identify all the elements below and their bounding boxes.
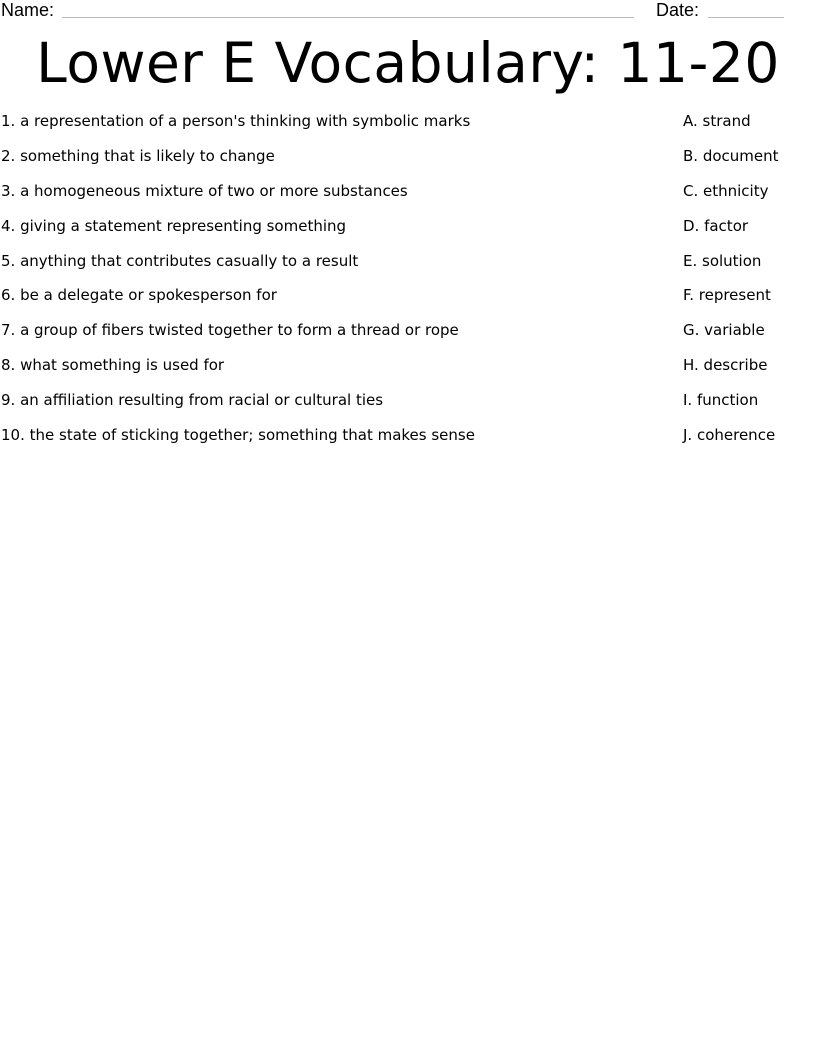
list-item: [0, 112, 800, 147]
list-item: [0, 391, 800, 426]
definition-text: 1. a representation of a person's thinking with symbolic marks: [1, 112, 471, 130]
answer-option: H. describe: [683, 356, 768, 375]
answer-option: C. ethnicity: [683, 181, 769, 200]
definition-text: 5. anything that contributes casually to a result: [1, 251, 359, 270]
list-item: [0, 426, 800, 461]
answer-option: E. solution: [683, 251, 762, 270]
definition-text: 3. a homogeneous mixture of two or more substances: [1, 181, 408, 200]
answer-option: G. variable: [683, 321, 765, 340]
date-label: Date:: [656, 0, 700, 20]
definition-text: 2. something that is likely to change: [1, 146, 275, 165]
header: [0, 0, 790, 22]
answer-option: J. coherence: [683, 426, 776, 445]
definition-text: 7. a group of fibers twisted together to form a thread or rope: [1, 321, 459, 340]
answer-option: D. factor: [683, 216, 749, 235]
list-item: [0, 182, 800, 217]
name-field-line[interactable]: [62, 17, 634, 18]
definition-text: 9. an affiliation resulting from racial or cultural ties: [1, 391, 384, 410]
definition-text: 8. what something is used for: [1, 356, 225, 375]
answer-option: B. document: [683, 146, 779, 165]
answer-option: F. represent: [683, 286, 771, 305]
list-item: [0, 286, 800, 321]
definition-text: 4. giving a statement representing something: [1, 216, 347, 235]
list-item: [0, 147, 800, 182]
list-item: [0, 217, 800, 252]
worksheet-title: Lower E Vocabulary: 11-20: [36, 31, 780, 95]
list-item: [0, 252, 800, 287]
name-label: Name:: [1, 0, 55, 20]
definition-text: 10. the state of sticking together; something that makes sense: [1, 426, 475, 445]
answer-option: A. strand: [683, 112, 751, 130]
list-item: [0, 356, 800, 391]
date-field-line[interactable]: [708, 17, 784, 18]
matching-list: [0, 112, 800, 461]
list-item: [0, 321, 800, 356]
answer-option: I. function: [683, 391, 759, 410]
definition-text: 6. be a delegate or spokesperson for: [1, 286, 277, 305]
